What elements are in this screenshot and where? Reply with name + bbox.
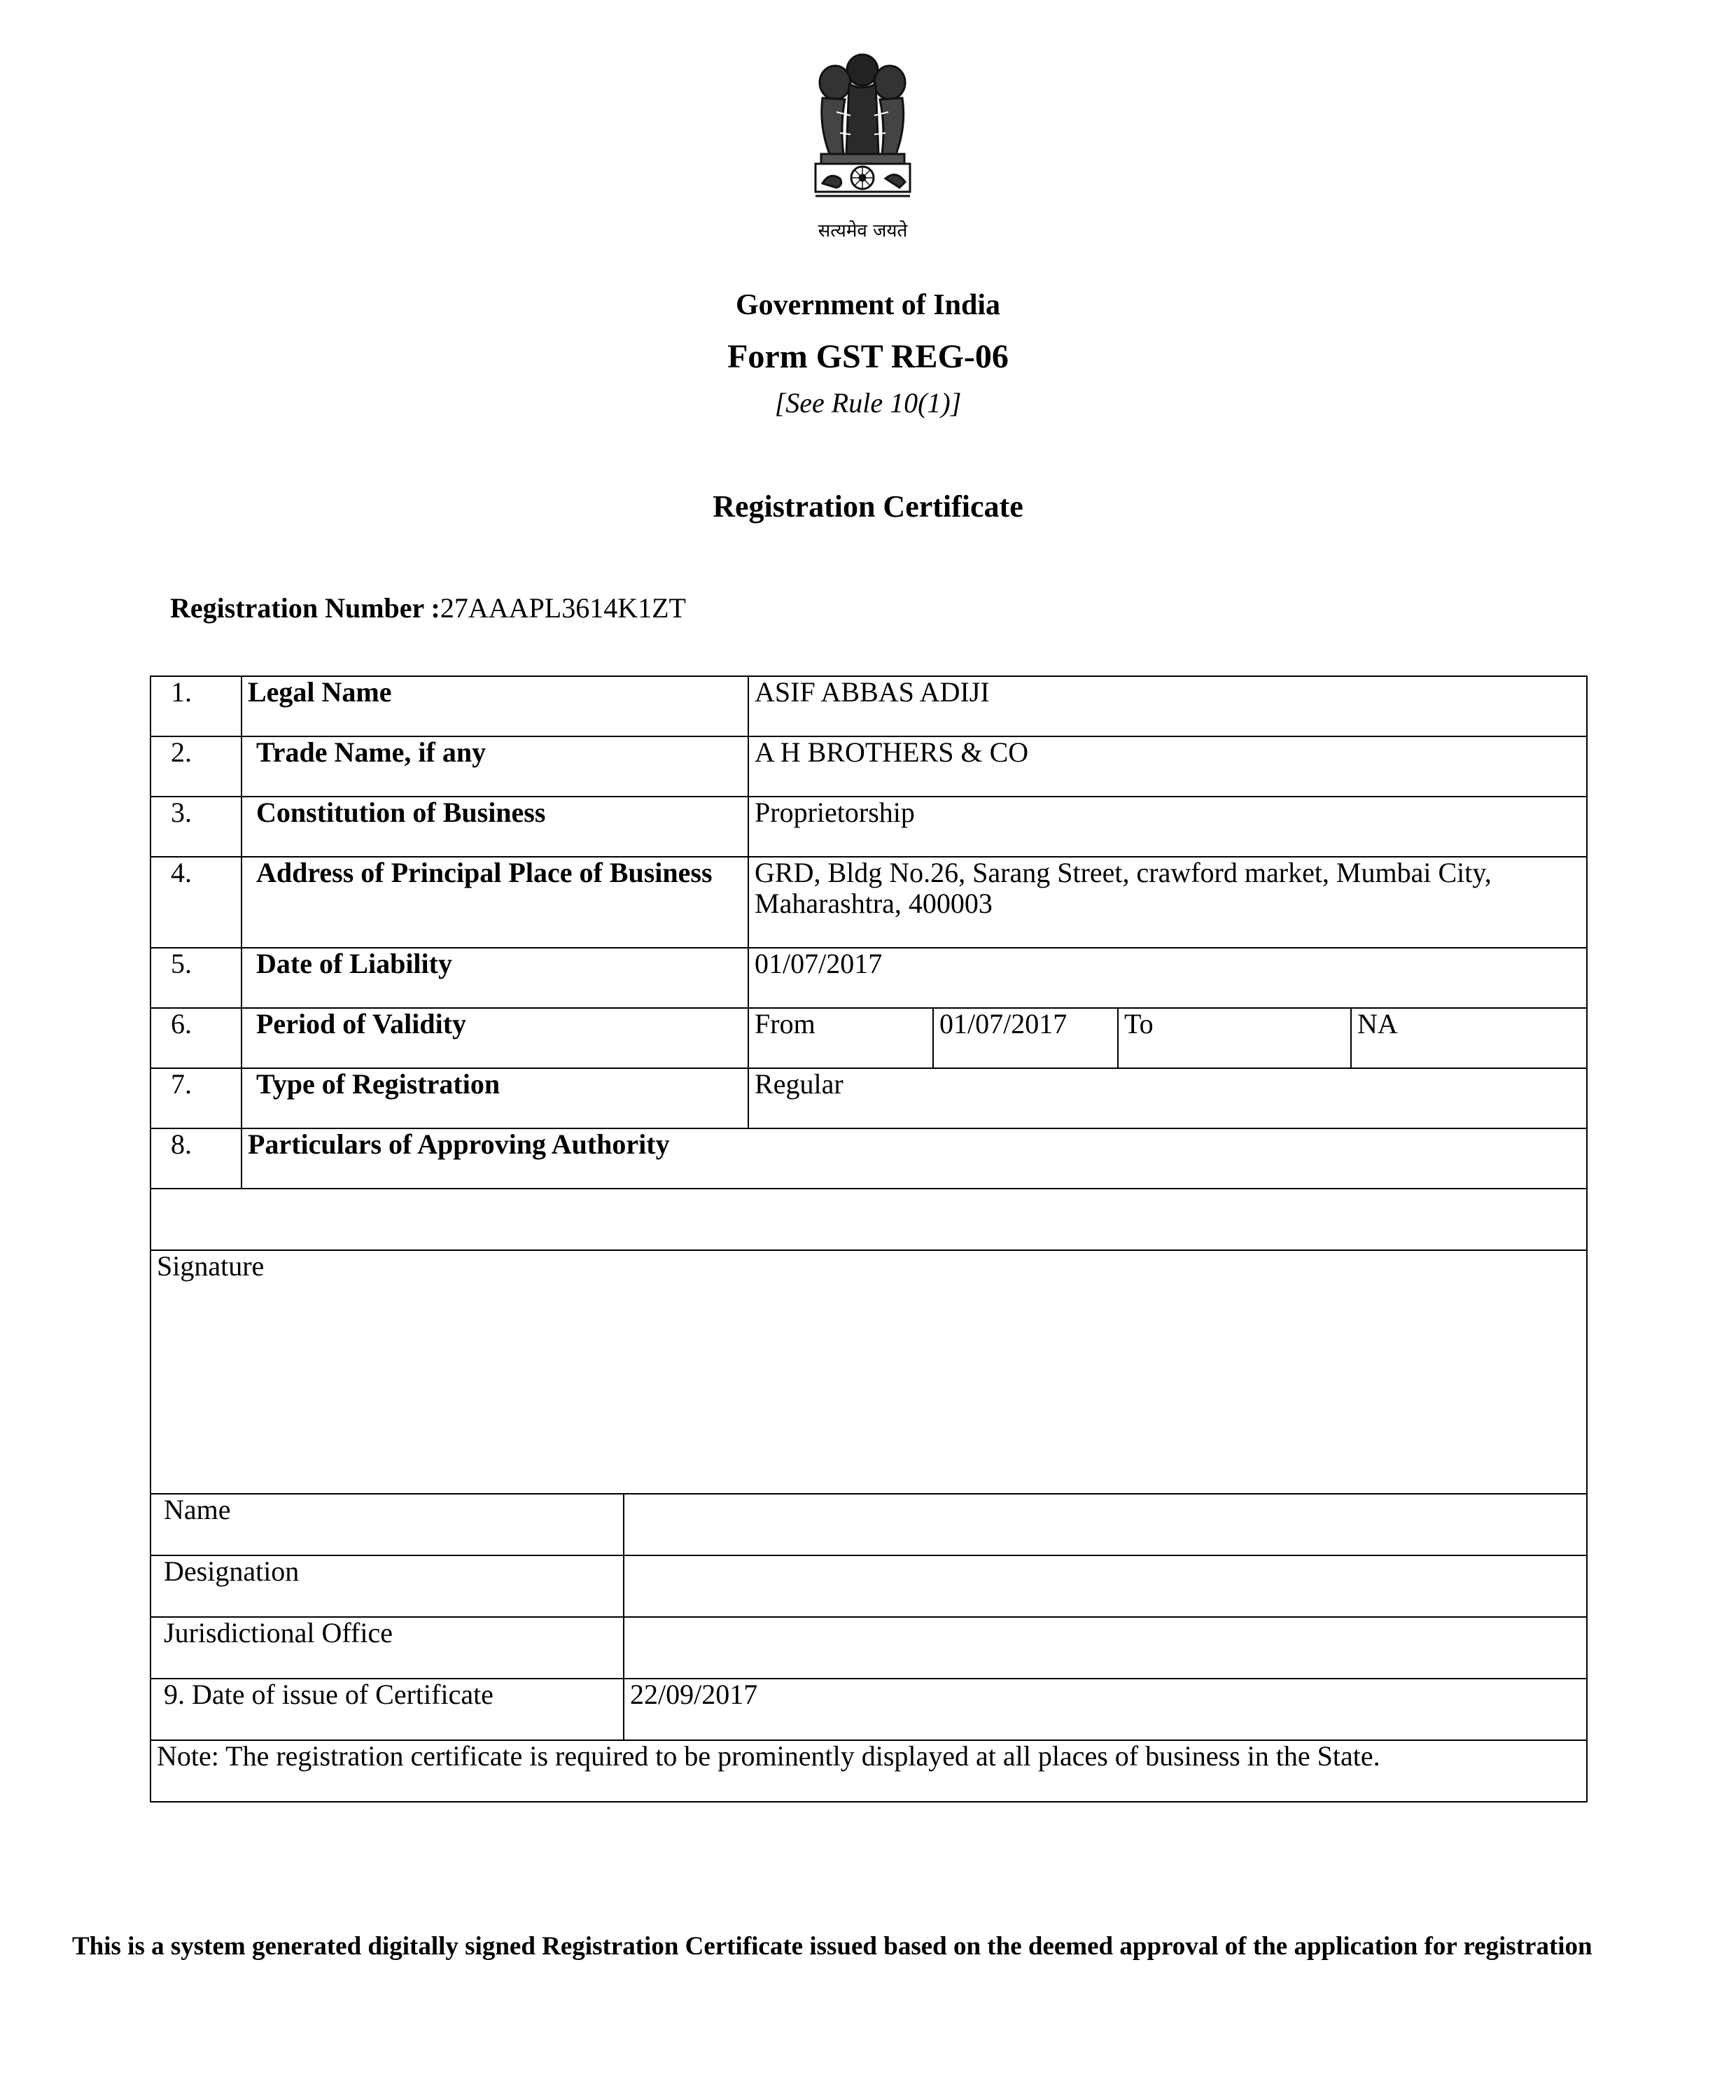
table-row (150, 1128, 1587, 1189)
table-row (150, 736, 1587, 797)
form-title: Form GST REG-06 (727, 338, 1009, 375)
row-value: ASIF ABBAS ADIJI (748, 676, 1587, 736)
table-row (150, 1555, 1587, 1617)
note-text: Note: The registration certificate is required to be prominently displayed at all places of business in the State. (150, 1740, 1587, 1802)
registration-number-label: Registration Number : (170, 592, 440, 624)
table-row (150, 1494, 1587, 1555)
signature-label: Signature (150, 1250, 1587, 1494)
row-value: Regular (748, 1068, 1587, 1128)
row-number: 1. (150, 676, 241, 736)
row-label: Constitution of Business (241, 797, 748, 857)
row-number: 6. (150, 1008, 241, 1068)
row-label: Particulars of Approving Authority (241, 1128, 1587, 1189)
row-number: 4. (150, 857, 241, 948)
validity-from-value: 01/07/2017 (933, 1008, 1118, 1068)
row-label: Address of Principal Place of Business (241, 857, 748, 948)
blank-cell (150, 1189, 1587, 1250)
footer-text: This is a system generated digitally signed Registration Certificate issued based on the deemed approval of the application for registration (72, 1932, 1592, 1961)
jurisdictional-office-value (624, 1617, 1587, 1679)
table-row (150, 676, 1587, 736)
state-emblem-icon (802, 49, 924, 245)
row-value: Proprietorship (748, 797, 1587, 857)
certificate-title: Registration Certificate (713, 489, 1023, 524)
row-number: 2. (150, 736, 241, 797)
name-value (624, 1494, 1587, 1555)
table-row (150, 1617, 1587, 1679)
row-value: GRD, Bldg No.26, Sarang Street, crawford market, Mumbai City, Maharashtra, 400003 (748, 857, 1587, 948)
rule-reference: [See Rule 10(1)] (774, 387, 962, 419)
row-value: A H BROTHERS & CO (748, 736, 1587, 797)
row-label: Date of Liability (241, 948, 748, 1008)
row-number: 7. (150, 1068, 241, 1128)
table-row (150, 1679, 1587, 1740)
table-row (150, 1740, 1587, 1802)
row-number: 3. (150, 797, 241, 857)
row-value: 01/07/2017 (748, 948, 1587, 1008)
registration-number-value: 27AAAPL3614K1ZT (440, 592, 686, 624)
jurisdictional-office-label: Jurisdictional Office (150, 1617, 624, 1679)
blank-row (150, 1189, 1587, 1250)
row-label: Period of Validity (241, 1008, 748, 1068)
table-row (150, 948, 1587, 1008)
table-row (150, 797, 1587, 857)
issue-date-label: 9. Date of issue of Certificate (150, 1679, 624, 1740)
designation-label: Designation (150, 1555, 624, 1617)
certificate-table (150, 676, 1588, 1802)
emblem-motto: सत्यमेव जयते (818, 220, 908, 241)
designation-value (624, 1555, 1587, 1617)
row-number: 5. (150, 948, 241, 1008)
government-title: Government of India (736, 289, 1000, 321)
validity-to-value: NA (1351, 1008, 1587, 1068)
table-row (150, 857, 1587, 948)
row-label: Legal Name (241, 676, 748, 736)
row-number: 8. (150, 1128, 241, 1189)
table-row (150, 1068, 1587, 1128)
validity-from-label: From (748, 1008, 933, 1068)
issue-date-value: 22/09/2017 (624, 1679, 1587, 1740)
row-label: Type of Registration (241, 1068, 748, 1128)
row-label: Trade Name, if any (241, 736, 748, 797)
name-label: Name (150, 1494, 624, 1555)
signature-row (150, 1250, 1587, 1494)
table-row (150, 1008, 1587, 1068)
registration-number (170, 592, 686, 624)
validity-to-label: To (1118, 1008, 1351, 1068)
